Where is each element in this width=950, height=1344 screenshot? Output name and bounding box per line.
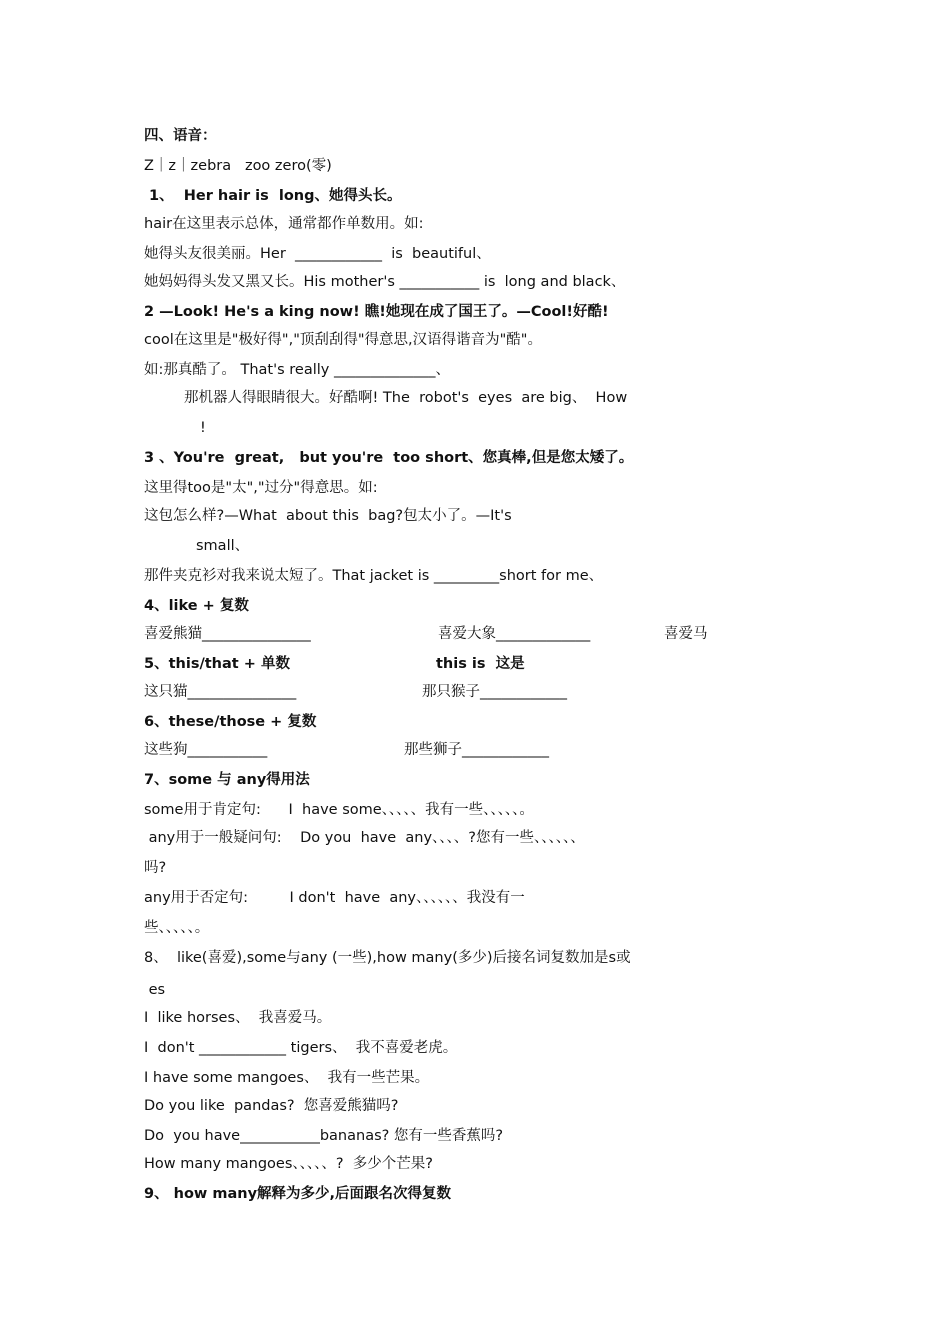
item-7-any-negative: any用于否定句: I don't have any、、、、、、我没有一 [144,890,525,906]
item-8-heading-cont: es [144,982,166,998]
item-8-heading: 8、 like(喜爱),some与any (一些),how many(多少)后接名词复数加是s或 [144,950,631,966]
item-8-ex-1: I like horses、 我喜爱马。 [144,1010,332,1026]
item-8-ex-5: Do you have___________bananas? 您有一些香蕉吗? [144,1128,504,1144]
item-1-example-1: 她得头友很美丽。Her ____________ is beautiful、 [144,246,491,262]
item-2-note: cool在这里是"极好得","顶刮刮得"得意思,汉语得谐音为"酷"。 [144,332,542,348]
item-2-heading: 2 —Look! He's a king now! 瞧!她现在成了国王了。—Cool!好酷! [144,304,609,320]
item-7-any-negative-cont: 些、、、、、。 [144,920,210,936]
item-7-some: some用于肯定句: I have some、、、、、我有一些、、、、、。 [144,802,534,818]
item-1-heading: 1、 Her hair is long、她得头长。 [144,188,402,204]
item-6-heading: 6、these/those + 复数 [144,714,317,730]
section-heading-phonetics: 四、语音： [144,128,217,144]
item-3-example-1-cont: small、 [196,538,250,554]
item-3-example-1: 这包怎么样?—What about this bag?包太小了。—It's [144,508,512,524]
item-6-ex-lions: 那些狮子____________ [404,742,549,758]
phonetics-line: Z｜z｜zebra zoo zero(零) [144,158,332,174]
item-9-heading: 9、 how many解释为多少,后面跟名次得复数 [144,1186,452,1202]
item-5-heading: 5、this/that + 单数 [144,656,290,672]
item-3-example-2: 那件夹克衫对我来说太短了。That jacket is _________short for me、 [144,568,604,584]
item-3-heading: 3 、You're great, but you're too short、您真棒,但是您太矮了。 [144,450,634,466]
item-4-ex-elephant: 喜爱大象_____________ [438,626,591,642]
item-2-example-2: 那机器人得眼睛很大。好酷啊! The robot's eyes are big、 How [184,390,628,406]
item-4-heading: 4、like + 复数 [144,598,249,614]
item-8-ex-6: How many mangoes、、、、、? 多少个芒果? [144,1156,433,1172]
item-8-ex-3: I have some mangoes、 我有一些芒果。 [144,1070,430,1086]
item-4-ex-horse: 喜爱马 [664,626,708,642]
item-8-ex-4: Do you like pandas? 您喜爱熊猫吗? [144,1098,399,1114]
item-3-note: 这里得too是"太","过分"得意思。如: [144,480,378,496]
item-7-heading: 7、some 与 any得用法 [144,772,310,788]
item-4-ex-panda: 喜爱熊猫_______________ [144,626,311,642]
item-7-any-question: any用于一般疑问句: Do you have any、、、、?您有一些、、、、、、 [144,830,585,846]
item-5-ex-cat: 这只猫_______________ [144,684,297,700]
item-2-example-2-cont: ! [200,420,206,436]
item-2-example-1: 如:那真酷了。 That's really ______________、 [144,362,450,378]
item-1-example-2: 她妈妈得头发又黑又长。His mother's ___________ is long and black、 [144,274,626,290]
item-1-note: hair在这里表示总体，通常都作单数用。如: [144,216,424,232]
item-7-any-question-cont: 吗? [144,860,167,876]
item-6-ex-dogs: 这些狗___________ [144,742,268,758]
item-5-note: this is 这是 [436,656,525,672]
item-5-ex-monkey: 那只猴子____________ [422,684,567,700]
item-8-ex-2: I don't ____________ tigers、 我不喜爱老虎。 [144,1040,458,1056]
